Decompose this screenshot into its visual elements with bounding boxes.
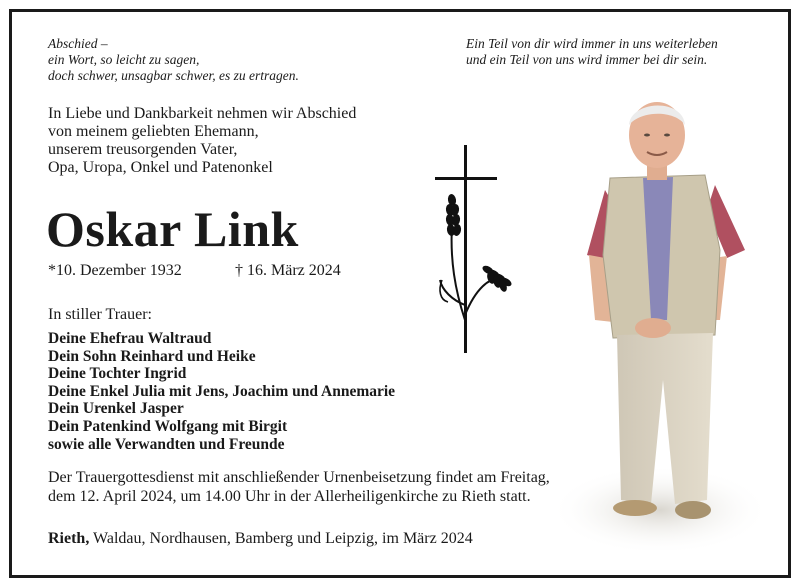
poem-left [48, 36, 299, 84]
intro-line: von meinem geliebten Ehemann, [48, 123, 259, 140]
death-date: † 16. März 2024 [235, 262, 341, 279]
service-info [48, 468, 550, 506]
poem-line: doch schwer, unsagbar schwer, es zu ertragen. [48, 68, 299, 83]
family-line: Dein Sohn Reinhard und Heike [48, 347, 256, 365]
birth-date: *10. Dezember 1932 [48, 262, 182, 279]
poem-line: und ein Teil von uns wird immer bei dir sein. [466, 52, 708, 67]
family-list [48, 330, 395, 453]
poem-line: Abschied – [48, 36, 108, 51]
family-line: Dein Urenkel Jasper [48, 400, 184, 418]
service-line: Der Trauergottesdienst mit anschließender Urnenbeisetzung findet am Freitag, [48, 469, 550, 486]
poem-line: ein Wort, so leicht zu sagen, [48, 52, 200, 67]
life-dates [48, 262, 341, 280]
closing-line [48, 530, 473, 548]
portrait-photo [555, 80, 765, 550]
family-line: Deine Ehefrau Waltraud [48, 330, 212, 347]
mourning-label: In stiller Trauer: [48, 306, 152, 323]
closing-rest: Waldau, Nordhausen, Bamberg und Leipzig, im März 2024 [89, 530, 473, 547]
cross-with-wheat-icon [430, 140, 520, 360]
poem-right [466, 36, 718, 68]
family-line: Dein Patenkind Wolfgang mit Birgit [48, 417, 288, 435]
intro-line: unserem treusorgenden Vater, [48, 141, 238, 158]
intro-text [48, 105, 356, 177]
service-line: dem 12. April 2024, um 14.00 Uhr in der Allerheiligenkirche zu Rieth statt. [48, 488, 531, 505]
closing-place: Rieth, [48, 530, 90, 547]
family-line: Deine Enkel Julia mit Jens, Joachim und Annemarie [48, 382, 396, 400]
deceased-name: Oskar Link [46, 201, 299, 257]
intro-line: Opa, Uropa, Onkel und Patenonkel [48, 159, 273, 176]
family-line: Deine Tochter Ingrid [48, 365, 187, 383]
family-line: sowie alle Verwandten und Freunde [48, 435, 285, 453]
poem-line: Ein Teil von dir wird immer in uns weiterleben [466, 36, 718, 51]
intro-line: In Liebe und Dankbarkeit nehmen wir Abschied [48, 105, 357, 122]
